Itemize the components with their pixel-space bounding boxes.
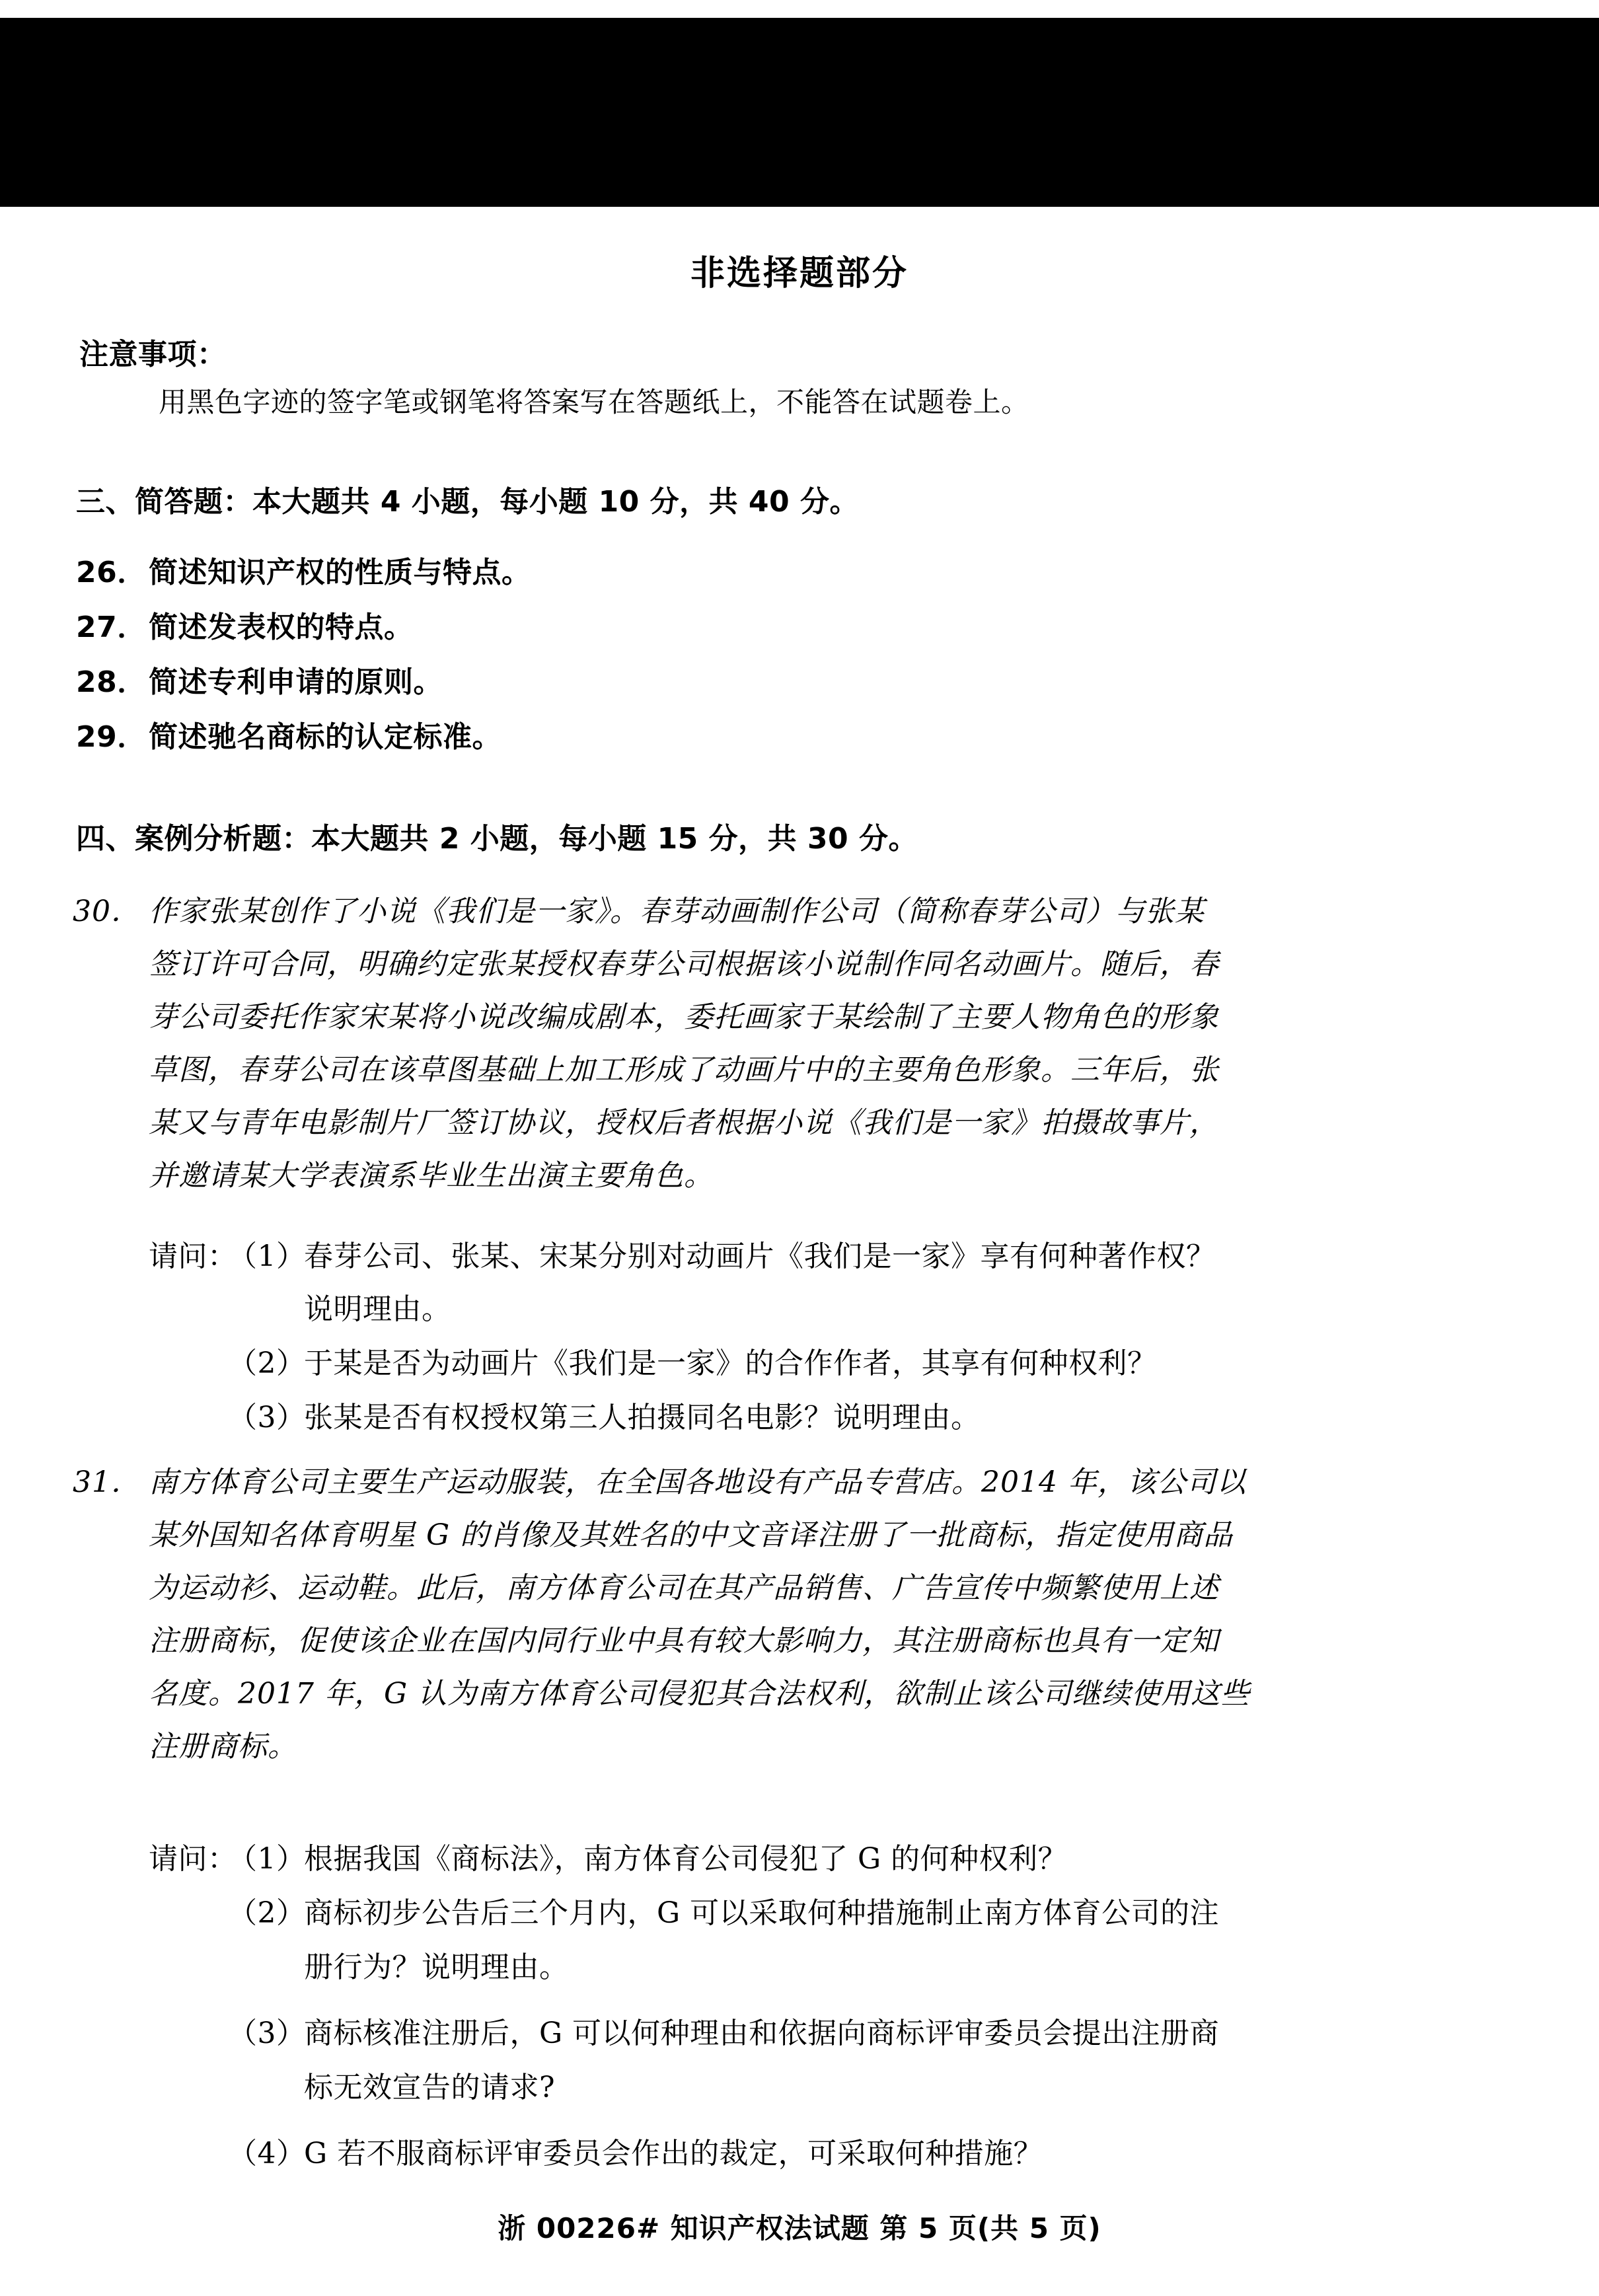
notice-text: 用黑色字迹的签字笔或钢笔将答案写在答题纸上，不能答在试题卷上。 <box>159 386 1029 418</box>
question-30-sub-3-marker: （3） <box>228 1401 306 1434</box>
question-31-sub-1-marker: （1） <box>228 1842 306 1876</box>
section-heading-3: 三、简答题：本大题共 4 小题，每小题 10 分，共 40 分。 <box>76 485 859 519</box>
question-31-body-line-2: 某外国知名体育明星 G 的肖像及其姓名的中文音译注册了一批商标，指定使用商品 <box>149 1518 1234 1552</box>
question-30-sub-2-marker: （2） <box>228 1347 306 1380</box>
question-30-sub-1-line-1: 春芽公司、张某、宋某分别对动画片《我们是一家》享有何种著作权？ <box>304 1240 1216 1273</box>
question-30-body-line-6: 并邀请某大学表演系毕业生出演主要角色。 <box>149 1159 714 1193</box>
question-31-body-line-3: 为运动衫、运动鞋。此后，南方体育公司在其产品销售、广告宣传中频繁使用上述 <box>149 1571 1219 1605</box>
page-footer: 浙 00226# 知识产权法试题 第 5 页(共 5 页) <box>498 2212 1101 2244</box>
question-text-28: 简述专利申请的原则。 <box>149 665 443 699</box>
question-number-30: 30． <box>73 895 141 928</box>
question-30-body-line-4: 草图，春芽公司在该草图基础上加工形成了动画片中的主要角色形象。三年后，张 <box>149 1053 1219 1087</box>
question-30-sub-1-line-2: 说明理由。 <box>304 1292 451 1326</box>
question-31-body-line-4: 注册商标，促使该企业在国内同行业中具有较大影响力，其注册商标也具有一定知 <box>149 1624 1219 1658</box>
question-30-sub-3-line-1: 张某是否有权授权第三人拍摄同名电影？说明理由。 <box>304 1401 981 1434</box>
question-30-ask-label: 请问： <box>149 1240 237 1273</box>
question-31-sub-4-line-1: G 若不服商标评审委员会作出的裁定，可采取何种措施？ <box>304 2137 1043 2170</box>
question-31-sub-4-marker: （4） <box>228 2137 306 2170</box>
question-31-body-line-5: 名度。2017 年，G 认为南方体育公司侵犯其合法权利，欲制止该公司继续使用这些 <box>149 1677 1251 1711</box>
question-31-body-line-6: 注册商标。 <box>149 1730 297 1763</box>
question-30-sub-1-marker: （1） <box>228 1240 306 1273</box>
page-title: 非选择题部分 <box>690 254 909 293</box>
question-31-sub-3-line-2: 标无效宣告的请求? <box>304 2071 556 2104</box>
question-30-body-line-5: 某又与青年电影制片厂签订协议，授权后者根据小说《我们是一家》拍摄故事片， <box>149 1106 1219 1140</box>
question-31-sub-3-marker: （3） <box>228 2017 306 2050</box>
question-31-sub-2-line-2: 册行为？说明理由。 <box>304 1950 569 1984</box>
question-number-29: 29． <box>76 720 147 754</box>
question-31-sub-2-line-1: 商标初步公告后三个月内，G 可以采取何种措施制止南方体育公司的注 <box>304 1896 1220 1930</box>
question-30-body-line-2: 签订许可合同，明确约定张某授权春芽公司根据该小说制作同名动画片。随后，春 <box>149 947 1219 981</box>
question-30-body-line-1: 作家张某创作了小说《我们是一家》。春芽动画制作公司（简称春芽公司）与张某 <box>149 895 1205 928</box>
question-text-26: 简述知识产权的性质与特点。 <box>149 556 531 589</box>
question-number-28: 28． <box>76 665 147 699</box>
question-text-27: 简述发表权的特点。 <box>149 611 414 644</box>
notice-label: 注意事项： <box>79 338 227 371</box>
question-31-sub-1-line-1: 根据我国《商标法》，南方体育公司侵犯了 G 的何种权利？ <box>304 1842 1068 1876</box>
question-31-body-line-1: 南方体育公司主要生产运动服装，在全国各地设有产品专营店。2014 年，该公司以 <box>149 1465 1246 1499</box>
question-31-ask-label: 请问： <box>149 1842 237 1876</box>
header-redaction-bar <box>0 18 1599 207</box>
question-30-body-line-3: 芽公司委托作家宋某将小说改编成剧本，委托画家于某绘制了主要人物角色的形象 <box>149 1000 1219 1034</box>
question-30-sub-2-line-1: 于某是否为动画片《我们是一家》的合作作者，其享有何种权利？ <box>304 1347 1157 1380</box>
question-number-26: 26． <box>76 556 147 589</box>
question-31-sub-2-marker: （2） <box>228 1896 306 1930</box>
question-text-29: 简述驰名商标的认定标准。 <box>149 720 502 754</box>
section-heading-4: 四、案例分析题：本大题共 2 小题，每小题 15 分，共 30 分。 <box>76 822 918 856</box>
question-number-27: 27． <box>76 611 147 644</box>
question-31-sub-3-line-1: 商标核准注册后，G 可以何种理由和依据向商标评审委员会提出注册商 <box>304 2017 1220 2050</box>
question-number-31: 31． <box>73 1465 141 1499</box>
